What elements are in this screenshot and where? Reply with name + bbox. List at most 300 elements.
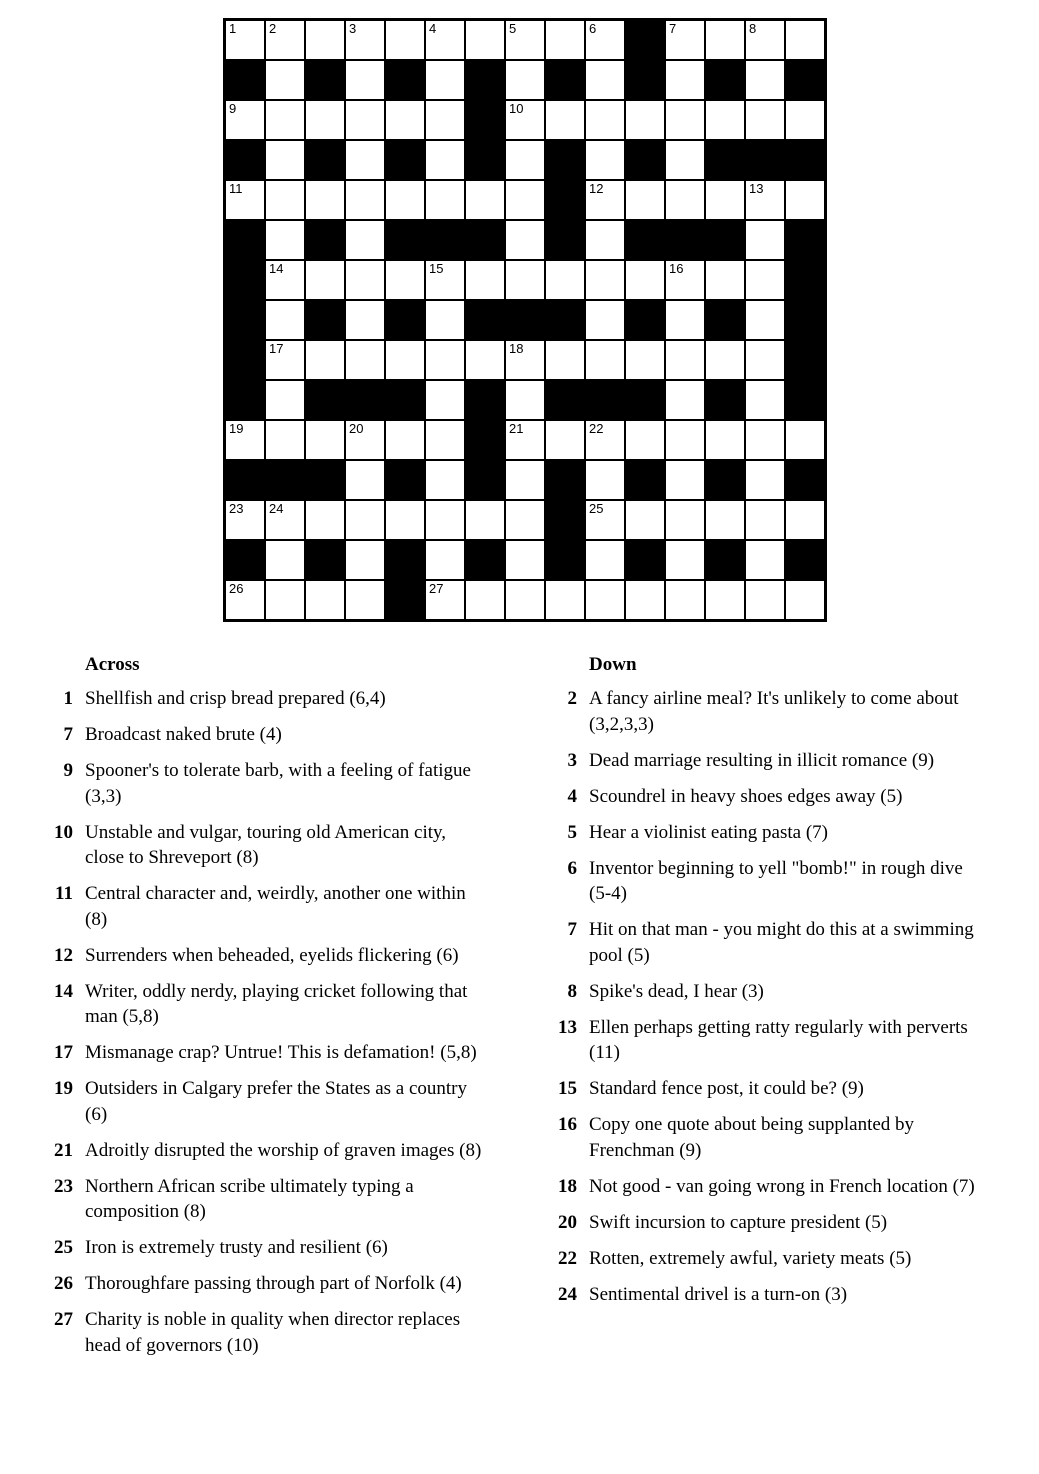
clue-text: Inventor beginning to yell "bomb!" in rough dive (5-4) — [589, 857, 963, 904]
cell-number: 4 — [429, 21, 437, 36]
clue-number: 15 — [558, 1078, 577, 1099]
clue-across-12 — [50, 943, 495, 969]
cell-number: 22 — [589, 421, 604, 436]
white-cell-r11c13[interactable] — [705, 420, 745, 460]
white-cell-r6c10[interactable] — [585, 220, 625, 260]
white-cell-r7c4[interactable] — [345, 260, 385, 300]
white-cell-r15c10[interactable] — [585, 580, 625, 620]
white-cell-r10c6[interactable] — [425, 380, 465, 420]
clue-number: 21 — [54, 1139, 73, 1161]
white-cell-r5c11[interactable] — [625, 180, 665, 220]
clue-text: Not good - van going wrong in French location (7) — [589, 1175, 975, 1197]
white-cell-r7c10[interactable] — [585, 260, 625, 300]
clue-text: Scoundrel in heavy shoes edges away (5) — [589, 785, 903, 807]
clue-text: A fancy airline meal? It's unlikely to come about (3,2,3,3) — [589, 688, 959, 735]
white-cell-r15c4[interactable] — [345, 580, 385, 620]
white-cell-r9c14[interactable] — [745, 340, 785, 380]
white-cell-r11c14[interactable] — [745, 420, 785, 460]
white-cell-r11c2[interactable] — [265, 420, 305, 460]
white-cell-r13c8[interactable] — [505, 500, 545, 540]
clue-down-5 — [554, 820, 1004, 846]
clue-text: Adroitly disrupted the worship of graven images (8) — [85, 1139, 482, 1161]
white-cell-r6c8[interactable] — [505, 220, 545, 260]
white-cell-r5c7[interactable] — [465, 180, 505, 220]
white-cell-r5c10[interactable] — [585, 180, 625, 220]
white-cell-r9c12[interactable] — [665, 340, 705, 380]
white-cell-r13c11[interactable] — [625, 500, 665, 540]
cell-number: 18 — [509, 341, 524, 356]
white-cell-r1c3[interactable] — [305, 20, 345, 60]
black-cell-r12c13 — [705, 460, 745, 500]
white-cell-r1c8[interactable] — [505, 20, 545, 60]
white-cell-r14c8[interactable] — [505, 540, 545, 580]
white-cell-r9c11[interactable] — [625, 340, 665, 380]
clue-down-18 — [554, 1174, 1004, 1200]
white-cell-r9c5[interactable] — [385, 340, 425, 380]
white-cell-r13c2[interactable] — [265, 500, 305, 540]
clue-down-15 — [554, 1076, 1004, 1102]
black-cell-r7c15 — [785, 260, 825, 300]
white-cell-r1c2[interactable] — [265, 20, 305, 60]
black-cell-r14c11 — [625, 540, 665, 580]
white-cell-r10c14[interactable] — [745, 380, 785, 420]
black-cell-r6c11 — [625, 220, 665, 260]
white-cell-r9c13[interactable] — [705, 340, 745, 380]
white-cell-r11c4[interactable] — [345, 420, 385, 460]
black-cell-r8c3 — [305, 300, 345, 340]
white-cell-r3c3[interactable] — [305, 100, 345, 140]
black-cell-r10c9 — [545, 380, 585, 420]
clue-text: Swift incursion to capture president (5) — [589, 1211, 888, 1233]
clue-number: 24 — [558, 1283, 577, 1305]
clue-across-23 — [50, 1174, 495, 1225]
clue-across-27 — [50, 1307, 495, 1358]
white-cell-r4c6[interactable] — [425, 140, 465, 180]
white-cell-r1c7[interactable] — [465, 20, 505, 60]
white-cell-r7c9[interactable] — [545, 260, 585, 300]
black-cell-r14c13 — [705, 540, 745, 580]
clue-number: 18 — [558, 1175, 577, 1197]
clue-across-17 — [50, 1040, 495, 1066]
white-cell-r7c5[interactable] — [385, 260, 425, 300]
white-cell-r13c14[interactable] — [745, 500, 785, 540]
black-cell-r9c1 — [225, 340, 265, 380]
white-cell-r7c11[interactable] — [625, 260, 665, 300]
black-cell-r9c15 — [785, 340, 825, 380]
white-cell-r3c2[interactable] — [265, 100, 305, 140]
white-cell-r11c5[interactable] — [385, 420, 425, 460]
white-cell-r7c6[interactable] — [425, 260, 465, 300]
white-cell-r11c10[interactable] — [585, 420, 625, 460]
clue-text: Broadcast naked brute (4) — [85, 724, 282, 745]
clue-text: Spooner's to tolerate barb, with a feeling of fatigue (3,3) — [85, 760, 471, 807]
clue-text: Standard fence post, it could be? (9) — [589, 1078, 864, 1099]
white-cell-r1c1[interactable] — [225, 20, 265, 60]
white-cell-r12c14[interactable] — [745, 460, 785, 500]
black-cell-r15c5 — [385, 580, 425, 620]
black-cell-r12c3 — [305, 460, 345, 500]
clue-across-9 — [50, 758, 495, 809]
clue-number: 13 — [558, 1016, 577, 1038]
white-cell-r2c4[interactable] — [345, 60, 385, 100]
black-cell-r8c5 — [385, 300, 425, 340]
white-cell-r8c14[interactable] — [745, 300, 785, 340]
white-cell-r3c6[interactable] — [425, 100, 465, 140]
black-cell-r8c1 — [225, 300, 265, 340]
black-cell-r14c15 — [785, 540, 825, 580]
white-cell-r3c15[interactable] — [785, 100, 825, 140]
black-cell-r8c8 — [505, 300, 545, 340]
white-cell-r12c8[interactable] — [505, 460, 545, 500]
clue-down-3 — [554, 748, 1004, 774]
white-cell-r4c2[interactable] — [265, 140, 305, 180]
cell-number: 6 — [589, 21, 597, 36]
black-cell-r2c9 — [545, 60, 585, 100]
white-cell-r3c9[interactable] — [545, 100, 585, 140]
white-cell-r9c8[interactable] — [505, 340, 545, 380]
white-cell-r3c14[interactable] — [745, 100, 785, 140]
white-cell-r6c2[interactable] — [265, 220, 305, 260]
white-cell-r5c8[interactable] — [505, 180, 545, 220]
white-cell-r3c11[interactable] — [625, 100, 665, 140]
white-cell-r15c11[interactable] — [625, 580, 665, 620]
white-cell-r1c9[interactable] — [545, 20, 585, 60]
white-cell-r9c4[interactable] — [345, 340, 385, 380]
clue-down-2 — [554, 686, 1004, 737]
white-cell-r3c10[interactable] — [585, 100, 625, 140]
white-cell-r7c12[interactable] — [665, 260, 705, 300]
white-cell-r9c7[interactable] — [465, 340, 505, 380]
clue-text: Writer, oddly nerdy, playing cricket following that man (5,8) — [85, 980, 468, 1027]
white-cell-r10c2[interactable] — [265, 380, 305, 420]
white-cell-r1c4[interactable] — [345, 20, 385, 60]
white-cell-r15c1[interactable] — [225, 580, 265, 620]
white-cell-r5c14[interactable] — [745, 180, 785, 220]
black-cell-r6c3 — [305, 220, 345, 260]
cell-number: 13 — [749, 181, 764, 196]
white-cell-r15c3[interactable] — [305, 580, 345, 620]
clue-text: Rotten, extremely awful, variety meats (5) — [589, 1247, 912, 1269]
white-cell-r9c2[interactable] — [265, 340, 305, 380]
white-cell-r2c10[interactable] — [585, 60, 625, 100]
white-cell-r5c3[interactable] — [305, 180, 345, 220]
white-cell-r2c2[interactable] — [265, 60, 305, 100]
white-cell-r11c3[interactable] — [305, 420, 345, 460]
black-cell-r10c1 — [225, 380, 265, 420]
white-cell-r13c6[interactable] — [425, 500, 465, 540]
clue-number: 6 — [567, 857, 577, 879]
black-cell-r14c7 — [465, 540, 505, 580]
across-clue-list — [50, 686, 495, 1358]
white-cell-r15c12[interactable] — [665, 580, 705, 620]
white-cell-r2c14[interactable] — [745, 60, 785, 100]
clue-number: 22 — [558, 1247, 577, 1269]
black-cell-r4c7 — [465, 140, 505, 180]
black-cell-r7c1 — [225, 260, 265, 300]
crossword-grid[interactable] — [223, 18, 827, 622]
across-header: Across — [85, 654, 140, 675]
white-cell-r13c5[interactable] — [385, 500, 425, 540]
black-cell-r4c1 — [225, 140, 265, 180]
white-cell-r3c8[interactable] — [505, 100, 545, 140]
cell-number: 15 — [429, 261, 444, 276]
white-cell-r15c14[interactable] — [745, 580, 785, 620]
white-cell-r15c13[interactable] — [705, 580, 745, 620]
clue-text: Sentimental drivel is a turn-on (3) — [589, 1283, 848, 1305]
clue-across-10 — [50, 820, 495, 871]
white-cell-r7c13[interactable] — [705, 260, 745, 300]
white-cell-r5c1[interactable] — [225, 180, 265, 220]
white-cell-r1c13[interactable] — [705, 20, 745, 60]
white-cell-r10c12[interactable] — [665, 380, 705, 420]
white-cell-r5c4[interactable] — [345, 180, 385, 220]
down-header: Down — [589, 654, 637, 675]
black-cell-r12c1 — [225, 460, 265, 500]
clue-text: Iron is extremely trusty and resilient (6) — [85, 1237, 388, 1258]
white-cell-r2c8[interactable] — [505, 60, 545, 100]
white-cell-r5c12[interactable] — [665, 180, 705, 220]
clue-text: Hit on that man - you might do this at a swimming pool (5) — [589, 919, 974, 966]
clue-across-26 — [50, 1271, 495, 1297]
white-cell-r15c8[interactable] — [505, 580, 545, 620]
white-cell-r13c1[interactable] — [225, 500, 265, 540]
clue-text: Central character and, weirdly, another one within (8) — [85, 883, 466, 930]
clue-text: Surrenders when beheaded, eyelids flickering (6) — [85, 944, 459, 966]
clue-number: 5 — [567, 821, 577, 843]
white-cell-r11c9[interactable] — [545, 420, 585, 460]
white-cell-r1c10[interactable] — [585, 20, 625, 60]
clue-across-7 — [50, 722, 495, 748]
black-cell-r2c1 — [225, 60, 265, 100]
white-cell-r9c3[interactable] — [305, 340, 345, 380]
black-cell-r2c11 — [625, 60, 665, 100]
white-cell-r8c2[interactable] — [265, 300, 305, 340]
white-cell-r14c14[interactable] — [745, 540, 785, 580]
clue-down-8 — [554, 979, 1004, 1005]
black-cell-r10c11 — [625, 380, 665, 420]
black-cell-r10c3 — [305, 380, 345, 420]
white-cell-r5c15[interactable] — [785, 180, 825, 220]
clue-text: Dead marriage resulting in illicit romance (9) — [589, 749, 935, 771]
black-cell-r12c15 — [785, 460, 825, 500]
white-cell-r12c12[interactable] — [665, 460, 705, 500]
black-cell-r6c5 — [385, 220, 425, 260]
white-cell-r11c8[interactable] — [505, 420, 545, 460]
white-cell-r6c4[interactable] — [345, 220, 385, 260]
black-cell-r3c7 — [465, 100, 505, 140]
clue-across-1 — [50, 686, 495, 712]
white-cell-r5c13[interactable] — [705, 180, 745, 220]
white-cell-r3c1[interactable] — [225, 100, 265, 140]
black-cell-r10c15 — [785, 380, 825, 420]
black-cell-r2c13 — [705, 60, 745, 100]
white-cell-r12c4[interactable] — [345, 460, 385, 500]
cell-number: 12 — [589, 181, 604, 196]
white-cell-r8c4[interactable] — [345, 300, 385, 340]
white-cell-r15c7[interactable] — [465, 580, 505, 620]
down-section — [554, 652, 1004, 1318]
white-cell-r7c3[interactable] — [305, 260, 345, 300]
clue-down-20 — [554, 1210, 1004, 1236]
white-cell-r13c12[interactable] — [665, 500, 705, 540]
white-cell-r6c14[interactable] — [745, 220, 785, 260]
clue-number: 26 — [54, 1273, 73, 1294]
black-cell-r8c9 — [545, 300, 585, 340]
black-cell-r12c2 — [265, 460, 305, 500]
clue-down-7 — [554, 917, 1004, 968]
white-cell-r3c12[interactable] — [665, 100, 705, 140]
cell-number: 1 — [229, 21, 237, 36]
white-cell-r5c6[interactable] — [425, 180, 465, 220]
black-cell-r8c11 — [625, 300, 665, 340]
white-cell-r7c7[interactable] — [465, 260, 505, 300]
white-cell-r2c12[interactable] — [665, 60, 705, 100]
cell-number: 11 — [229, 181, 243, 196]
white-cell-r11c15[interactable] — [785, 420, 825, 460]
clue-text: Mismanage crap? Untrue! This is defamation! (5,8) — [85, 1042, 477, 1063]
white-cell-r14c2[interactable] — [265, 540, 305, 580]
white-cell-r9c6[interactable] — [425, 340, 465, 380]
clue-number: 27 — [54, 1309, 73, 1330]
white-cell-r11c12[interactable] — [665, 420, 705, 460]
clue-text: Copy one quote about being supplanted by Frenchman (9) — [589, 1114, 915, 1161]
white-cell-r7c8[interactable] — [505, 260, 545, 300]
white-cell-r4c10[interactable] — [585, 140, 625, 180]
white-cell-r4c8[interactable] — [505, 140, 545, 180]
black-cell-r2c3 — [305, 60, 345, 100]
white-cell-r4c4[interactable] — [345, 140, 385, 180]
white-cell-r14c12[interactable] — [665, 540, 705, 580]
white-cell-r1c12[interactable] — [665, 20, 705, 60]
white-cell-r3c13[interactable] — [705, 100, 745, 140]
cell-number: 7 — [669, 21, 677, 36]
clue-across-11 — [50, 881, 495, 932]
white-cell-r2c6[interactable] — [425, 60, 465, 100]
white-cell-r11c6[interactable] — [425, 420, 465, 460]
cell-number: 8 — [749, 21, 757, 36]
white-cell-r9c9[interactable] — [545, 340, 585, 380]
cell-number: 14 — [269, 261, 284, 276]
clue-text: Outsiders in Calgary prefer the States as a country (6) — [85, 1078, 467, 1125]
clue-down-22 — [554, 1246, 1004, 1272]
black-cell-r10c10 — [585, 380, 625, 420]
clue-text: Northern African scribe ultimately typing a composition (8) — [85, 1175, 414, 1222]
black-cell-r1c11 — [625, 20, 665, 60]
black-cell-r2c15 — [785, 60, 825, 100]
cell-number: 19 — [229, 421, 244, 436]
white-cell-r3c4[interactable] — [345, 100, 385, 140]
white-cell-r12c6[interactable] — [425, 460, 465, 500]
black-cell-r14c1 — [225, 540, 265, 580]
clue-number: 9 — [63, 760, 73, 781]
black-cell-r4c5 — [385, 140, 425, 180]
clue-number: 7 — [567, 919, 577, 940]
cell-number: 24 — [269, 501, 284, 516]
clue-number: 17 — [54, 1042, 73, 1063]
white-cell-r13c10[interactable] — [585, 500, 625, 540]
black-cell-r12c11 — [625, 460, 665, 500]
black-cell-r10c4 — [345, 380, 385, 420]
black-cell-r8c13 — [705, 300, 745, 340]
cell-number: 26 — [229, 581, 244, 596]
white-cell-r8c12[interactable] — [665, 300, 705, 340]
black-cell-r6c7 — [465, 220, 505, 260]
white-cell-r9c10[interactable] — [585, 340, 625, 380]
clue-down-6 — [554, 856, 1004, 907]
black-cell-r10c5 — [385, 380, 425, 420]
cell-number: 21 — [509, 421, 524, 436]
white-cell-r12c10[interactable] — [585, 460, 625, 500]
white-cell-r15c9[interactable] — [545, 580, 585, 620]
clue-text: Shellfish and crisp bread prepared (6,4) — [85, 688, 386, 709]
white-cell-r13c4[interactable] — [345, 500, 385, 540]
white-cell-r1c6[interactable] — [425, 20, 465, 60]
cell-number: 10 — [509, 101, 524, 116]
white-cell-r1c5[interactable] — [385, 20, 425, 60]
white-cell-r8c10[interactable] — [585, 300, 625, 340]
white-cell-r7c14[interactable] — [745, 260, 785, 300]
clue-text: Charity is noble in quality when director replaces head of governors (10) — [85, 1309, 461, 1356]
clue-number: 12 — [54, 944, 73, 966]
black-cell-r8c15 — [785, 300, 825, 340]
white-cell-r15c2[interactable] — [265, 580, 305, 620]
white-cell-r1c14[interactable] — [745, 20, 785, 60]
white-cell-r1c15[interactable] — [785, 20, 825, 60]
white-cell-r10c8[interactable] — [505, 380, 545, 420]
cell-number: 3 — [349, 21, 357, 36]
clue-number: 1 — [63, 688, 73, 709]
cell-number: 16 — [669, 261, 684, 276]
white-cell-r7c2[interactable] — [265, 260, 305, 300]
white-cell-r5c5[interactable] — [385, 180, 425, 220]
white-cell-r8c6[interactable] — [425, 300, 465, 340]
white-cell-r13c7[interactable] — [465, 500, 505, 540]
clue-down-16 — [554, 1112, 1004, 1163]
black-cell-r12c7 — [465, 460, 505, 500]
white-cell-r4c12[interactable] — [665, 140, 705, 180]
cell-number: 9 — [229, 101, 237, 116]
clue-number: 3 — [567, 749, 577, 771]
black-cell-r11c7 — [465, 420, 505, 460]
clue-number: 14 — [54, 980, 73, 1002]
black-cell-r4c13 — [705, 140, 745, 180]
black-cell-r2c7 — [465, 60, 505, 100]
clue-down-24 — [554, 1282, 1004, 1308]
white-cell-r14c4[interactable] — [345, 540, 385, 580]
black-cell-r12c9 — [545, 460, 585, 500]
clue-across-25 — [50, 1235, 495, 1261]
down-clue-list — [554, 686, 1004, 1307]
white-cell-r15c6[interactable] — [425, 580, 465, 620]
white-cell-r5c2[interactable] — [265, 180, 305, 220]
black-cell-r10c13 — [705, 380, 745, 420]
white-cell-r3c5[interactable] — [385, 100, 425, 140]
white-cell-r14c10[interactable] — [585, 540, 625, 580]
cell-number: 25 — [589, 501, 604, 516]
black-cell-r8c7 — [465, 300, 505, 340]
clue-across-21 — [50, 1138, 495, 1164]
white-cell-r13c3[interactable] — [305, 500, 345, 540]
white-cell-r13c15[interactable] — [785, 500, 825, 540]
white-cell-r14c6[interactable] — [425, 540, 465, 580]
white-cell-r13c13[interactable] — [705, 500, 745, 540]
black-cell-r13c9 — [545, 500, 585, 540]
black-cell-r6c6 — [425, 220, 465, 260]
white-cell-r11c1[interactable] — [225, 420, 265, 460]
white-cell-r15c15[interactable] — [785, 580, 825, 620]
white-cell-r11c11[interactable] — [625, 420, 665, 460]
clue-number: 8 — [567, 980, 577, 1002]
